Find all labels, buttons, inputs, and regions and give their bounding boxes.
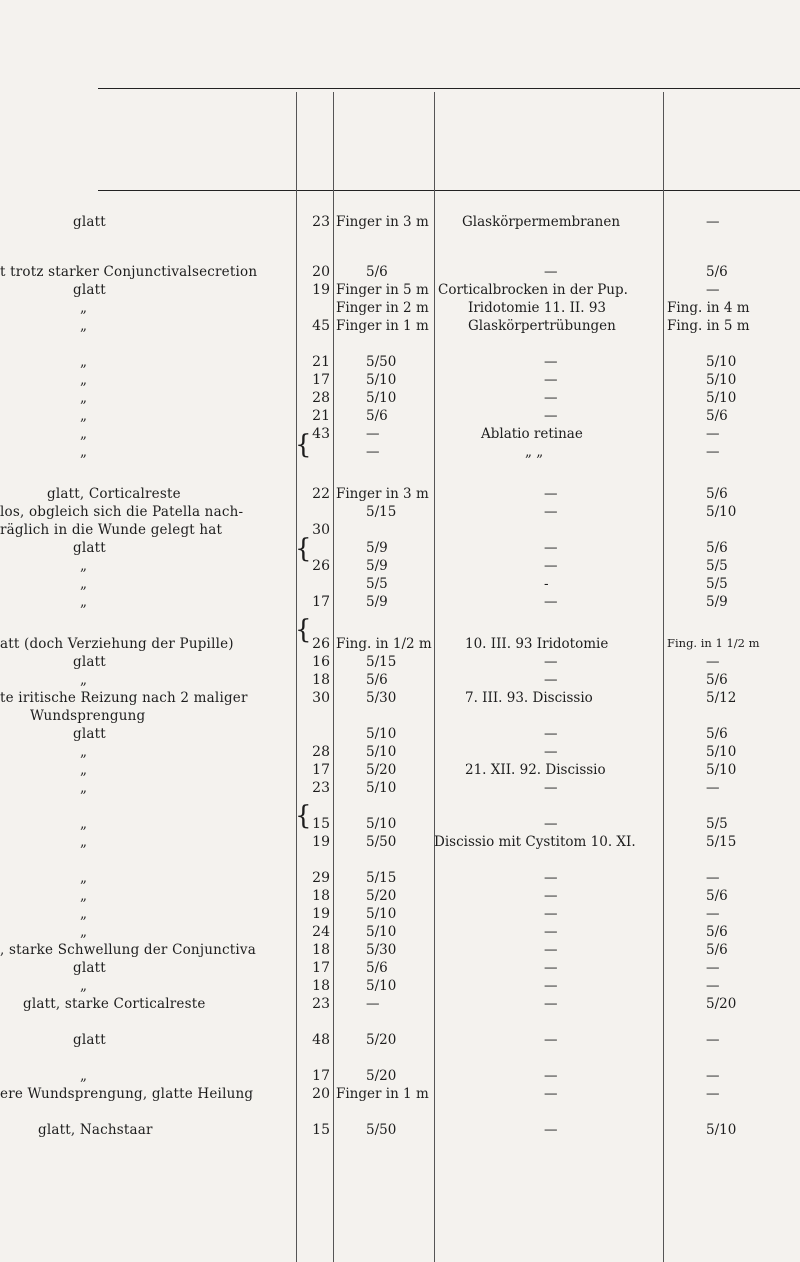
nachoperation-cell: — (544, 672, 558, 688)
nachoperation-cell: — (544, 870, 558, 886)
dauer-cell: 30 (312, 522, 330, 538)
endliche-sehschaerfe-cell: — (706, 1068, 720, 1084)
heilung-cell: glatt (73, 214, 106, 230)
dauer-cell: 22 (312, 486, 330, 502)
column-divider (663, 92, 664, 1262)
nachoperation-cell: — (544, 744, 558, 760)
dauer-cell: 18 (312, 978, 330, 994)
heilung-cell: „ (80, 1068, 88, 1084)
heilung-cell: „ (80, 834, 88, 850)
nachoperation-cell: — (544, 1032, 558, 1048)
heilung-cell: glatt (73, 282, 106, 298)
endliche-sehschaerfe-cell: 5/10 (706, 390, 737, 406)
nachoperation-cell: Ablatio retinae (481, 426, 583, 442)
nachoperation-cell: — (544, 726, 558, 742)
nachoperation-cell: — (544, 354, 558, 370)
sehschaerfe-cell: Finger in 1 m (336, 318, 429, 334)
sehschaerfe-cell: Fing. in 1/2 m (336, 636, 432, 652)
endliche-sehschaerfe-cell: 5/20 (706, 996, 737, 1012)
heilung-cell: „ (80, 318, 88, 334)
endliche-sehschaerfe-cell: 5/10 (706, 762, 737, 778)
nachoperation-cell: — (544, 996, 558, 1012)
nachoperation-cell: — (544, 942, 558, 958)
nachoperation-cell: Iridotomie 11. II. 93 (468, 300, 607, 316)
sehschaerfe-cell: 5/6 (366, 264, 388, 280)
dauer-cell: 28 (312, 390, 330, 406)
nachoperation-cell: — (544, 816, 558, 832)
sehschaerfe-cell: 5/50 (366, 354, 397, 370)
nachoperation-cell: — (544, 888, 558, 904)
dauer-cell: 26 (312, 558, 330, 574)
nachoperation-cell: — (544, 372, 558, 388)
heilung-cell: „ (80, 672, 88, 688)
heilung-cell: glatt (73, 960, 106, 976)
nachoperation-cell: — (544, 486, 558, 502)
heilung-cell: , starke Schwellung der Conjunctiva (0, 942, 256, 958)
sehschaerfe-cell: 5/15 (366, 870, 397, 886)
heilung-cell: „ (80, 870, 88, 886)
sehschaerfe-cell: 5/50 (366, 1122, 397, 1138)
sehschaerfe-cell: — (366, 426, 380, 442)
nachoperation-cell: — (544, 264, 558, 280)
heilung-cell: glatt, Nachstaar (38, 1122, 153, 1138)
endliche-sehschaerfe-cell: — (706, 1086, 720, 1102)
dauer-cell: 20 (312, 264, 330, 280)
heilung-cell: räglich in die Wunde gelegt hat (0, 522, 223, 538)
endliche-sehschaerfe-cell: 5/6 (706, 888, 728, 904)
heilung-cell: glatt (73, 540, 106, 556)
nachoperation-cell: — (544, 1068, 558, 1084)
dauer-cell: 19 (312, 906, 330, 922)
brace-icon: { (295, 430, 312, 460)
nachoperation-cell: — (544, 780, 558, 796)
dauer-cell: 29 (312, 870, 330, 886)
endliche-sehschaerfe-cell: — (706, 654, 720, 670)
heilung-cell: glatt (73, 726, 106, 742)
sehschaerfe-cell: 5/10 (366, 744, 397, 760)
endliche-sehschaerfe-cell: 5/9 (706, 594, 728, 610)
sehschaerfe-cell: 5/30 (366, 690, 397, 706)
endliche-sehschaerfe-cell: — (706, 282, 720, 298)
heilung-cell: att (doch Verziehung der Pupille) (0, 636, 234, 652)
sehschaerfe-cell: 5/50 (366, 834, 397, 850)
heilung-cell: „ (80, 906, 88, 922)
table-top-rule (98, 88, 800, 89)
dauer-cell: 16 (312, 654, 330, 670)
sehschaerfe-cell: 5/10 (366, 906, 397, 922)
dauer-cell: 45 (312, 318, 330, 334)
nachoperation-cell: — (544, 1086, 558, 1102)
heilung-cell: glatt, Corticalreste (47, 486, 181, 502)
dauer-cell: 48 (312, 1032, 330, 1048)
sehschaerfe-cell: Finger in 1 m (336, 1086, 429, 1102)
endliche-sehschaerfe-cell: 5/10 (706, 372, 737, 388)
heilung-cell: „ (80, 408, 88, 424)
dauer-cell: 26 (312, 636, 330, 652)
dauer-cell: 18 (312, 672, 330, 688)
heilung-cell: glatt (73, 1032, 106, 1048)
sehschaerfe-cell: 5/5 (366, 576, 388, 592)
nachoperation-cell: — (544, 504, 558, 520)
dauer-cell: 23 (312, 780, 330, 796)
dauer-cell: 30 (312, 690, 330, 706)
heilung-cell: „ (80, 558, 88, 574)
dauer-cell: 18 (312, 942, 330, 958)
dauer-cell: 17 (312, 372, 330, 388)
nachoperation-cell: — (544, 594, 558, 610)
sehschaerfe-cell: Finger in 5 m (336, 282, 429, 298)
column-divider (333, 92, 334, 1262)
dauer-cell: 21 (312, 354, 330, 370)
endliche-sehschaerfe-cell: 5/6 (706, 408, 728, 424)
sehschaerfe-cell: 5/20 (366, 1068, 397, 1084)
endliche-sehschaerfe-cell: — (706, 978, 720, 994)
dauer-cell: 17 (312, 1068, 330, 1084)
sehschaerfe-cell: 5/15 (366, 654, 397, 670)
heilung-cell: „ (80, 372, 88, 388)
endliche-sehschaerfe-cell: 5/6 (706, 942, 728, 958)
sehschaerfe-cell: 5/10 (366, 924, 397, 940)
nachoperation-cell: Glaskörpertrübungen (468, 318, 616, 334)
dauer-cell: 23 (312, 214, 330, 230)
endliche-sehschaerfe-cell: 5/6 (706, 540, 728, 556)
sehschaerfe-cell: 5/6 (366, 408, 388, 424)
brace-icon: { (295, 534, 312, 564)
sehschaerfe-cell: 5/10 (366, 390, 397, 406)
endliche-sehschaerfe-cell: 5/5 (706, 816, 728, 832)
nachoperation-cell: - (544, 576, 549, 592)
endliche-sehschaerfe-cell: 5/10 (706, 504, 737, 520)
endliche-sehschaerfe-cell: Fing. in 4 m (667, 300, 750, 316)
endliche-sehschaerfe-cell: 5/6 (706, 264, 728, 280)
sehschaerfe-cell: — (366, 444, 380, 460)
nachoperation-cell: 7. III. 93. Discissio (465, 690, 593, 706)
dauer-cell: 17 (312, 960, 330, 976)
sehschaerfe-cell: 5/9 (366, 540, 388, 556)
sehschaerfe-cell: 5/10 (366, 780, 397, 796)
endliche-sehschaerfe-cell: 5/10 (706, 1122, 737, 1138)
dauer-cell: 23 (312, 996, 330, 1012)
heilung-cell: „ (80, 762, 88, 778)
endliche-sehschaerfe-cell: 5/6 (706, 726, 728, 742)
endliche-sehschaerfe-cell: — (706, 1032, 720, 1048)
nachoperation-cell: Glaskörpermembranen (462, 214, 621, 230)
sehschaerfe-cell: 5/9 (366, 594, 388, 610)
heilung-cell: glatt, starke Corticalreste (23, 996, 206, 1012)
heilung-cell: „ (80, 390, 88, 406)
nachoperation-cell: 21. XII. 92. Discissio (465, 762, 606, 778)
endliche-sehschaerfe-cell: 5/5 (706, 558, 728, 574)
dauer-cell: 17 (312, 594, 330, 610)
heilung-cell: „ (80, 426, 88, 442)
endliche-sehschaerfe-cell: 5/6 (706, 486, 728, 502)
endliche-sehschaerfe-cell: — (706, 960, 720, 976)
sehschaerfe-cell: Finger in 3 m (336, 214, 429, 230)
sehschaerfe-cell: 5/10 (366, 372, 397, 388)
header-bottom-rule (98, 190, 800, 191)
dauer-cell: 19 (312, 834, 330, 850)
sehschaerfe-cell: 5/20 (366, 1032, 397, 1048)
endliche-sehschaerfe-cell: — (706, 444, 720, 460)
heilung-cell: „ (80, 924, 88, 940)
dauer-cell: 24 (312, 924, 330, 940)
endliche-sehschaerfe-cell: — (706, 426, 720, 442)
dauer-cell: 17 (312, 762, 330, 778)
heilung-cell: „ (80, 354, 88, 370)
heilung-cell: „ (80, 978, 88, 994)
heilung-cell: los, obgleich sich die Patella nach- (0, 504, 244, 520)
nachoperation-cell: — (544, 960, 558, 976)
sehschaerfe-cell: 5/20 (366, 888, 397, 904)
dauer-cell: 15 (312, 1122, 330, 1138)
nachoperation-cell: Corticalbrocken in der Pup. (438, 282, 628, 298)
heilung-cell: „ (80, 780, 88, 796)
nachoperation-cell: 10. III. 93 Iridotomie (465, 636, 609, 652)
endliche-sehschaerfe-cell: 5/6 (706, 672, 728, 688)
nachoperation-cell: — (544, 408, 558, 424)
heilung-cell: te iritische Reizung nach 2 maliger (0, 690, 248, 706)
heilung-cell: „ (80, 300, 88, 316)
heilung-cell: Wundsprengung (30, 708, 146, 724)
heilung-cell: „ (80, 594, 88, 610)
sehschaerfe-cell: 5/10 (366, 816, 397, 832)
nachoperation-cell: — (544, 558, 558, 574)
endliche-sehschaerfe-cell: — (706, 214, 720, 230)
brace-icon: { (295, 615, 312, 645)
dauer-cell: 43 (312, 426, 330, 442)
sehschaerfe-cell: — (366, 996, 380, 1012)
sehschaerfe-cell: 5/10 (366, 978, 397, 994)
heilung-cell: „ (80, 888, 88, 904)
dauer-cell: 21 (312, 408, 330, 424)
endliche-sehschaerfe-cell: — (706, 780, 720, 796)
heilung-cell: „ (80, 744, 88, 760)
endliche-sehschaerfe-cell: — (706, 906, 720, 922)
endliche-sehschaerfe-cell: Fing. in 5 m (667, 318, 750, 334)
endliche-sehschaerfe-cell: 5/15 (706, 834, 737, 850)
nachoperation-cell: Discissio mit Cystitom 10. XI. (434, 834, 636, 850)
dauer-cell: 19 (312, 282, 330, 298)
sehschaerfe-cell: 5/6 (366, 672, 388, 688)
sehschaerfe-cell: Finger in 2 m (336, 300, 429, 316)
brace-icon: { (295, 801, 312, 831)
nachoperation-cell: — (544, 924, 558, 940)
sehschaerfe-cell: 5/10 (366, 726, 397, 742)
endliche-sehschaerfe-cell: 5/10 (706, 354, 737, 370)
sehschaerfe-cell: 5/30 (366, 942, 397, 958)
heilung-cell: „ (80, 816, 88, 832)
nachoperation-cell: — (544, 906, 558, 922)
heilung-cell: t trotz starker Conjunctivalsecretion (0, 264, 258, 280)
heilung-cell: „ (80, 444, 88, 460)
dauer-cell: 18 (312, 888, 330, 904)
sehschaerfe-cell: 5/20 (366, 762, 397, 778)
endliche-sehschaerfe-cell: — (706, 870, 720, 886)
heilung-cell: ere Wundsprengung, glatte Heilung (0, 1086, 254, 1102)
nachoperation-cell: — (544, 1122, 558, 1138)
nachoperation-cell: „ „ (525, 444, 544, 460)
nachoperation-cell: — (544, 978, 558, 994)
column-divider (434, 92, 435, 1262)
endliche-sehschaerfe-cell: 5/12 (706, 690, 737, 706)
dauer-cell: 20 (312, 1086, 330, 1102)
nachoperation-cell: — (544, 540, 558, 556)
column-divider (296, 92, 297, 1262)
dauer-cell: 15 (312, 816, 330, 832)
endliche-sehschaerfe-cell: 5/6 (706, 924, 728, 940)
endliche-sehschaerfe-cell: 5/5 (706, 576, 728, 592)
endliche-sehschaerfe-cell: 5/10 (706, 744, 737, 760)
sehschaerfe-cell: 5/6 (366, 960, 388, 976)
dauer-cell: 28 (312, 744, 330, 760)
sehschaerfe-cell: 5/15 (366, 504, 397, 520)
nachoperation-cell: — (544, 654, 558, 670)
endliche-sehschaerfe-cell: Fing. in 1 1/2 m (667, 636, 760, 650)
sehschaerfe-cell: Finger in 3 m (336, 486, 429, 502)
nachoperation-cell: — (544, 390, 558, 406)
sehschaerfe-cell: 5/9 (366, 558, 388, 574)
heilung-cell: „ (80, 576, 88, 592)
heilung-cell: glatt (73, 654, 106, 670)
